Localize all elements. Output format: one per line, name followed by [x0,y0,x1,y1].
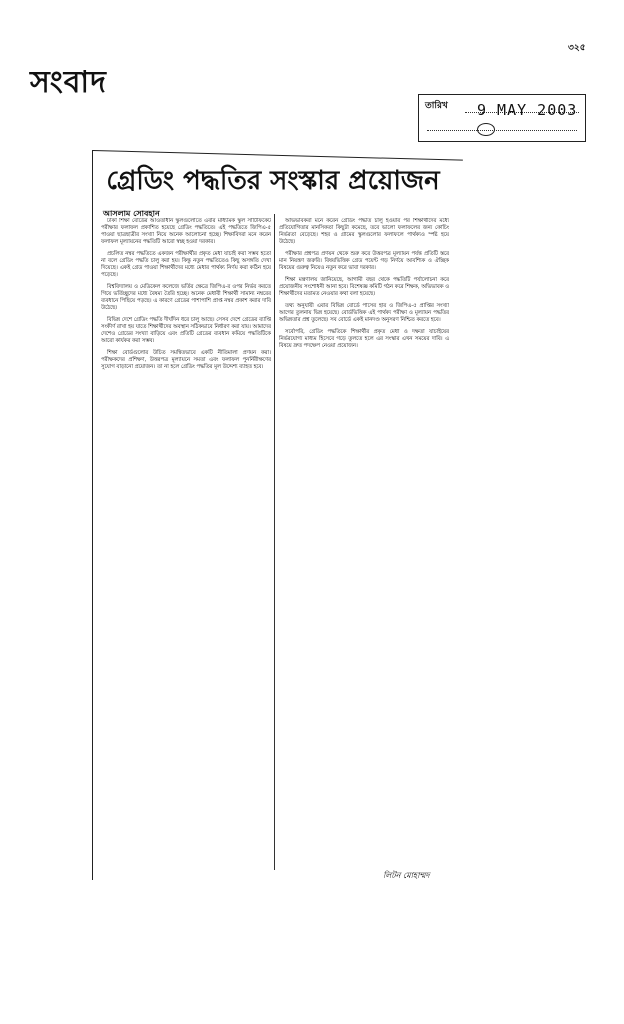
article-byline: আসলাম সোবহান [103,209,160,218]
column-divider [274,214,275,870]
newspaper-masthead: সংবাদ [30,65,107,100]
paragraph: শিক্ষা বোর্ডগুলোর উচিত সমন্বিতভাবে একটি নীতিমালা প্রণয়ন করা। পরীক্ষকদের প্রশিক্ষণ, উত্তরপত্র মূল্যায়নে সমতা এবং ফলাফল পুনর্নিরীক্ষণের সুযোগ বাড়ানো প্রয়োজন। তা না হলে গ্রেডিং পদ্ধতির মূল উদ্দেশ্য ব্যাহত হবে। [101,350,271,370]
paragraph: অভিভাবকরা মনে করেন গ্রেডিং পদ্ধতি চালু হওয়ার পর শিক্ষার্থীদের মধ্যে প্রতিযোগিতার মানসিকতা কিছুটা কমেছে, তবে ভালো ফলাফলের জন্য কোচিং নির্ভরতা বেড়েছে। শহর ও গ্রামের স্কুলগুলোর ফলাফলে পার্থক্যও স্পষ্ট হয়ে উঠেছে। [279,218,449,245]
date-stamp-label: তারিখ [425,101,448,111]
article-column-left [101,218,271,868]
date-stamp-line-2 [427,130,577,131]
paragraph: পরীক্ষার প্রশ্নপত্র প্রণয়ন থেকে শুরু করে উত্তরপত্র মূল্যায়ন পর্যন্ত প্রতিটি স্তরে মান নিয়ন্ত্রণ জরুরি। বিষয়ভিত্তিক গ্রেড পয়েন্ট গড় নির্ণয়ে আবশ্যিক ও ঐচ্ছিক বিষয়ের গুরুত্ব নিয়েও নতুন করে ভাবা দরকার। [279,251,449,271]
article-headline: গ্রেডিং পদ্ধতির সংস্কার প্রয়োজন [106,166,440,196]
handwritten-mark [477,123,495,136]
date-stamp-value: 9 MAY 2003 [477,101,578,119]
paragraph: ঢাকা শিক্ষা বোর্ডের আওতাধীন স্কুলগুলোতে এবার মাধ্যমিক স্কুল সার্টিফিকেট পরীক্ষার ফলাফল প্রকাশিত হয়েছে গ্রেডিং পদ্ধতিতে। এই পদ্ধতিতে জিপিএ-৫ পাওয়া ছাত্রছাত্রীর সংখ্যা নিয়ে অনেক আলোচনা হচ্ছে। শিক্ষাবিদরা মনে করেন ফলাফল মূল্যায়নের পদ্ধতিটি আরো স্বচ্ছ হওয়া দরকার। [101,218,271,245]
paragraph: প্রচলিত নম্বর পদ্ধতিতে একজন পরীক্ষার্থীর প্রকৃত মেধা যাচাই করা সম্ভব হতো না বলে গ্রেডিং পদ্ধতি চালু করা হয়। কিন্তু নতুন পদ্ধতিতেও কিছু অসঙ্গতি দেখা দিয়েছে। একই গ্রেড পাওয়া শিক্ষার্থীদের মধ্যে মেধার পার্থক্য নির্ণয় করা কঠিন হয়ে পড়েছে। [101,251,271,278]
paragraph: তথ্য অনুযায়ী এবার বিভিন্ন বোর্ডে পাসের হার ও জিপিএ-৫ প্রাপ্তির সংখ্যা আগের তুলনায় ভিন্ন হয়েছে। বোর্ডভিত্তিক এই পার্থক্য পরীক্ষা ও মূল্যায়ন পদ্ধতির অভিন্নতার প্রশ্ন তুলেছে। সব বোর্ডে একই মানদণ্ড অনুসরণ নিশ্চিত করতে হবে। [279,303,449,323]
paragraph: শিক্ষা মন্ত্রণালয় জানিয়েছে, আগামী বছর থেকে পদ্ধতিটি পর্যালোচনা করে প্রয়োজনীয় সংশোধনী আনা হবে। বিশেষজ্ঞ কমিটি গঠন করে শিক্ষক, অভিভাবক ও শিক্ষার্থীদের মতামত নেওয়ার কথা বলা হয়েছে। [279,277,449,297]
author-signature: লিটন মোহাম্মদ [383,871,430,880]
paragraph: বিভিন্ন দেশে গ্রেডিং পদ্ধতি দীর্ঘদিন ধরে চালু আছে। সেসব দেশে গ্রেডের ব্যাপ্তি সংকীর্ণ রাখা হয় যাতে শিক্ষার্থীদের অবস্থান সঠিকভাবে নির্ধারণ করা যায়। আমাদের দেশেও গ্রেডের সংখ্যা বাড়িয়ে এবং প্রতিটি গ্রেডের ব্যবধান কমিয়ে পদ্ধতিটিকে আরো কার্যকর করা সম্ভব। [101,317,271,344]
page-number: ৩২৫ [568,43,586,53]
paragraph: সর্বোপরি, গ্রেডিং পদ্ধতিকে শিক্ষার্থীর প্রকৃত মেধা ও দক্ষতা যাচাইয়ের নির্ভরযোগ্য মাধ্যম হিসেবে গড়ে তুলতে হলে এর সংস্কার এখন সময়ের দাবি। এ বিষয়ে দ্রুত পদক্ষেপ নেওয়া প্রয়োজন। [279,329,449,349]
article-clipping [92,150,451,880]
paragraph: বিশ্ববিদ্যালয় ও মেডিকেল কলেজে ভর্তির ক্ষেত্রে জিপিএ-র ওপর নির্ভর করতে গিয়ে ভর্তিচ্ছুদের মধ্যে বৈষম্য তৈরি হচ্ছে। অনেক মেধাবী শিক্ষার্থী সামান্য নম্বরের ব্যবধানে পিছিয়ে পড়ছে। এ কারণে গ্রেডের পাশাপাশি প্রাপ্ত নম্বর প্রকাশ করার দাবি উঠেছে। [101,284,271,311]
article-column-right [279,218,449,868]
date-stamp [418,94,586,142]
